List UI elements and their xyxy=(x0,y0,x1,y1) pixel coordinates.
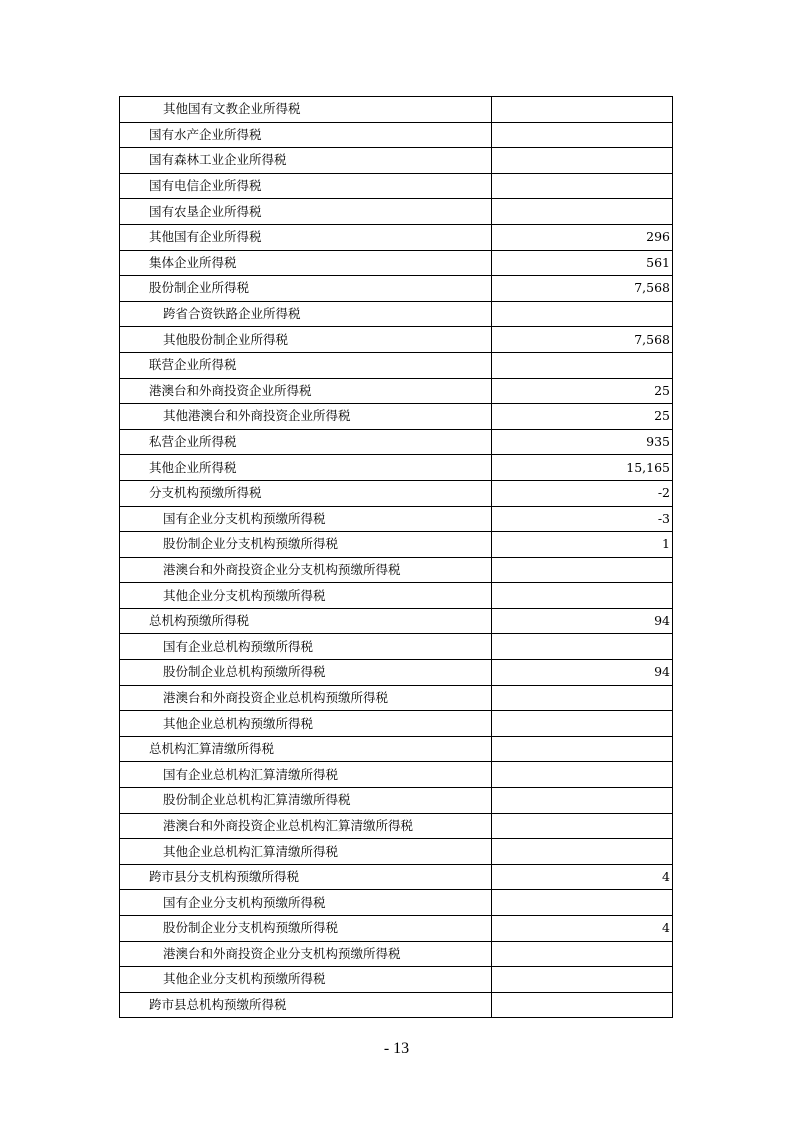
row-value xyxy=(492,711,673,737)
table-row xyxy=(120,839,673,865)
row-label: 国有企业分支机构预缴所得税 xyxy=(120,890,492,916)
table-row xyxy=(120,864,673,890)
table-row xyxy=(120,711,673,737)
row-label: 联营企业所得税 xyxy=(120,352,492,378)
table-row xyxy=(120,404,673,430)
table-row xyxy=(120,941,673,967)
row-value xyxy=(492,890,673,916)
row-value xyxy=(492,967,673,993)
row-label: 股份制企业总机构预缴所得税 xyxy=(120,660,492,686)
row-label: 其他企业总机构预缴所得税 xyxy=(120,711,492,737)
row-label: 私营企业所得税 xyxy=(120,429,492,455)
row-label: 港澳台和外商投资企业总机构汇算清缴所得税 xyxy=(120,813,492,839)
table-row xyxy=(120,276,673,302)
row-value xyxy=(492,97,673,123)
row-label: 港澳台和外商投资企业分支机构预缴所得税 xyxy=(120,941,492,967)
table-row xyxy=(120,532,673,558)
table-row xyxy=(120,122,673,148)
row-label: 国有企业总机构预缴所得税 xyxy=(120,634,492,660)
table-row xyxy=(120,455,673,481)
table-row xyxy=(120,148,673,174)
row-label: 跨市县总机构预缴所得税 xyxy=(120,992,492,1018)
table-row xyxy=(120,890,673,916)
table-row xyxy=(120,992,673,1018)
table-row xyxy=(120,736,673,762)
row-value: 4 xyxy=(492,864,673,890)
table-row xyxy=(120,378,673,404)
row-label: 总机构预缴所得税 xyxy=(120,608,492,634)
row-value xyxy=(492,173,673,199)
row-value xyxy=(492,839,673,865)
row-value xyxy=(492,199,673,225)
table-row xyxy=(120,250,673,276)
row-value xyxy=(492,352,673,378)
row-value xyxy=(492,301,673,327)
row-value xyxy=(492,634,673,660)
row-value xyxy=(492,813,673,839)
table-row xyxy=(120,557,673,583)
row-value: 7,568 xyxy=(492,327,673,353)
table-row xyxy=(120,608,673,634)
row-value: 15,165 xyxy=(492,455,673,481)
page-number: - 13 xyxy=(383,1040,410,1057)
row-value: 94 xyxy=(492,608,673,634)
row-label: 总机构汇算清缴所得税 xyxy=(120,736,492,762)
row-value: 25 xyxy=(492,378,673,404)
row-label: 其他股份制企业所得税 xyxy=(120,327,492,353)
row-label: 其他企业分支机构预缴所得税 xyxy=(120,583,492,609)
row-label: 国有森林工业企业所得税 xyxy=(120,148,492,174)
table-row xyxy=(120,788,673,814)
table-row xyxy=(120,762,673,788)
row-value xyxy=(492,941,673,967)
row-label: 港澳台和外商投资企业分支机构预缴所得税 xyxy=(120,557,492,583)
row-value: 296 xyxy=(492,224,673,250)
row-label: 分支机构预缴所得税 xyxy=(120,480,492,506)
row-label: 其他港澳台和外商投资企业所得税 xyxy=(120,404,492,430)
row-value: 4 xyxy=(492,916,673,942)
row-value xyxy=(492,762,673,788)
row-label: 港澳台和外商投资企业总机构预缴所得税 xyxy=(120,685,492,711)
table-row xyxy=(120,660,673,686)
row-label: 国有企业分支机构预缴所得税 xyxy=(120,506,492,532)
row-value: 7,568 xyxy=(492,276,673,302)
table-row xyxy=(120,429,673,455)
tax-revenue-table xyxy=(119,96,673,1018)
row-label: 其他企业所得税 xyxy=(120,455,492,481)
row-label: 集体企业所得税 xyxy=(120,250,492,276)
table-row xyxy=(120,685,673,711)
row-value xyxy=(492,557,673,583)
row-value: -3 xyxy=(492,506,673,532)
row-value xyxy=(492,122,673,148)
table-row xyxy=(120,327,673,353)
table-row xyxy=(120,506,673,532)
row-label: 其他国有企业所得税 xyxy=(120,224,492,250)
table-row xyxy=(120,97,673,123)
row-value xyxy=(492,148,673,174)
row-value: 561 xyxy=(492,250,673,276)
table-row xyxy=(120,224,673,250)
table-row xyxy=(120,813,673,839)
row-label: 国有农垦企业所得税 xyxy=(120,199,492,225)
row-value: 25 xyxy=(492,404,673,430)
row-value: 94 xyxy=(492,660,673,686)
table-row xyxy=(120,173,673,199)
row-label: 港澳台和外商投资企业所得税 xyxy=(120,378,492,404)
row-label: 股份制企业分支机构预缴所得税 xyxy=(120,532,492,558)
row-label: 股份制企业总机构汇算清缴所得税 xyxy=(120,788,492,814)
row-label: 国有企业总机构汇算清缴所得税 xyxy=(120,762,492,788)
table-row xyxy=(120,480,673,506)
row-value: 1 xyxy=(492,532,673,558)
row-label: 股份制企业所得税 xyxy=(120,276,492,302)
row-value xyxy=(492,992,673,1018)
row-value xyxy=(492,788,673,814)
row-label: 国有水产企业所得税 xyxy=(120,122,492,148)
row-label: 股份制企业分支机构预缴所得税 xyxy=(120,916,492,942)
row-label: 跨省合资铁路企业所得税 xyxy=(120,301,492,327)
row-label: 其他企业总机构汇算清缴所得税 xyxy=(120,839,492,865)
row-value xyxy=(492,583,673,609)
row-value: 935 xyxy=(492,429,673,455)
table-body xyxy=(120,97,673,1018)
table-row xyxy=(120,352,673,378)
table-row xyxy=(120,634,673,660)
table-row xyxy=(120,916,673,942)
row-label: 其他国有文教企业所得税 xyxy=(120,97,492,123)
row-value: -2 xyxy=(492,480,673,506)
row-label: 跨市县分支机构预缴所得税 xyxy=(120,864,492,890)
table-row xyxy=(120,967,673,993)
row-value xyxy=(492,736,673,762)
row-value xyxy=(492,685,673,711)
table-row xyxy=(120,199,673,225)
row-label: 国有电信企业所得税 xyxy=(120,173,492,199)
table-row xyxy=(120,583,673,609)
table-row xyxy=(120,301,673,327)
row-label: 其他企业分支机构预缴所得税 xyxy=(120,967,492,993)
